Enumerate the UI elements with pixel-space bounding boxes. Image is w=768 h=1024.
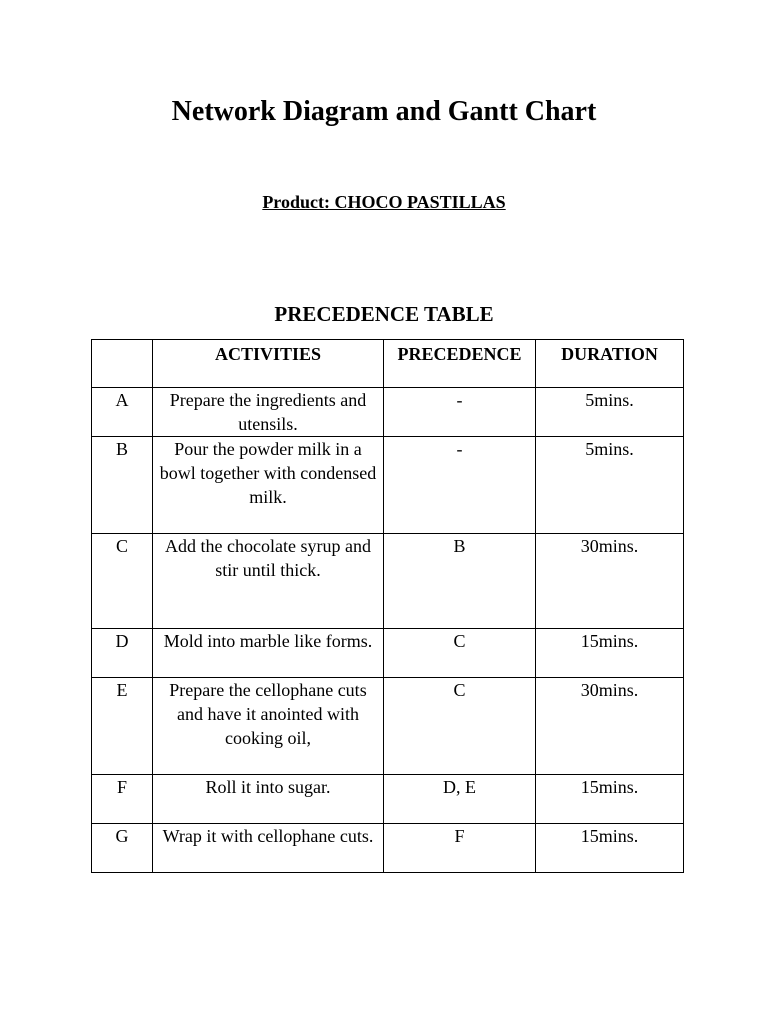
activity-duration: 30mins.: [536, 678, 684, 775]
table-row: [92, 437, 684, 534]
activity-precedence: C: [384, 629, 536, 678]
activity-duration: 5mins.: [536, 437, 684, 534]
table-row: [92, 629, 684, 678]
activity-id: C: [92, 534, 153, 629]
activity-description: Prepare the ingredients and utensils.: [153, 388, 384, 437]
activity-duration: 15mins.: [536, 775, 684, 824]
table-row: [92, 678, 684, 775]
table-header-row: [92, 340, 684, 388]
product-line: Product: CHOCO PASTILLAS: [262, 192, 506, 212]
activity-id: E: [92, 678, 153, 775]
activity-duration: 5mins.: [536, 388, 684, 437]
activity-precedence: B: [384, 534, 536, 629]
table-row: [92, 775, 684, 824]
activity-precedence: F: [384, 824, 536, 873]
activity-id: G: [92, 824, 153, 873]
activity-description: Add the chocolate syrup and stir until thick.: [153, 534, 384, 629]
precedence-table: [91, 339, 684, 873]
activity-description: Mold into marble like forms.: [153, 629, 384, 678]
header-id: [92, 340, 153, 388]
activity-duration: 30mins.: [536, 534, 684, 629]
section-title: PRECEDENCE TABLE: [274, 302, 494, 326]
activity-description: Roll it into sugar.: [153, 775, 384, 824]
activity-description: Prepare the cellophane cuts and have it anointed with cooking oil,: [153, 678, 384, 775]
table-row: [92, 388, 684, 437]
activity-precedence: -: [384, 388, 536, 437]
table-row: [92, 824, 684, 873]
activity-id: B: [92, 437, 153, 534]
activity-id: D: [92, 629, 153, 678]
table-row: [92, 534, 684, 629]
activity-duration: 15mins.: [536, 824, 684, 873]
header-activities: ACTIVITIES: [153, 340, 384, 388]
activity-id: F: [92, 775, 153, 824]
activity-description: Wrap it with cellophane cuts.: [153, 824, 384, 873]
header-duration: DURATION: [536, 340, 684, 388]
activity-precedence: C: [384, 678, 536, 775]
activity-description: Pour the powder milk in a bowl together with condensed milk.: [153, 437, 384, 534]
activity-duration: 15mins.: [536, 629, 684, 678]
activity-precedence: D, E: [384, 775, 536, 824]
activity-id: A: [92, 388, 153, 437]
page-title: Network Diagram and Gantt Chart: [171, 96, 597, 127]
header-precedence: PRECEDENCE: [384, 340, 536, 388]
activity-precedence: -: [384, 437, 536, 534]
